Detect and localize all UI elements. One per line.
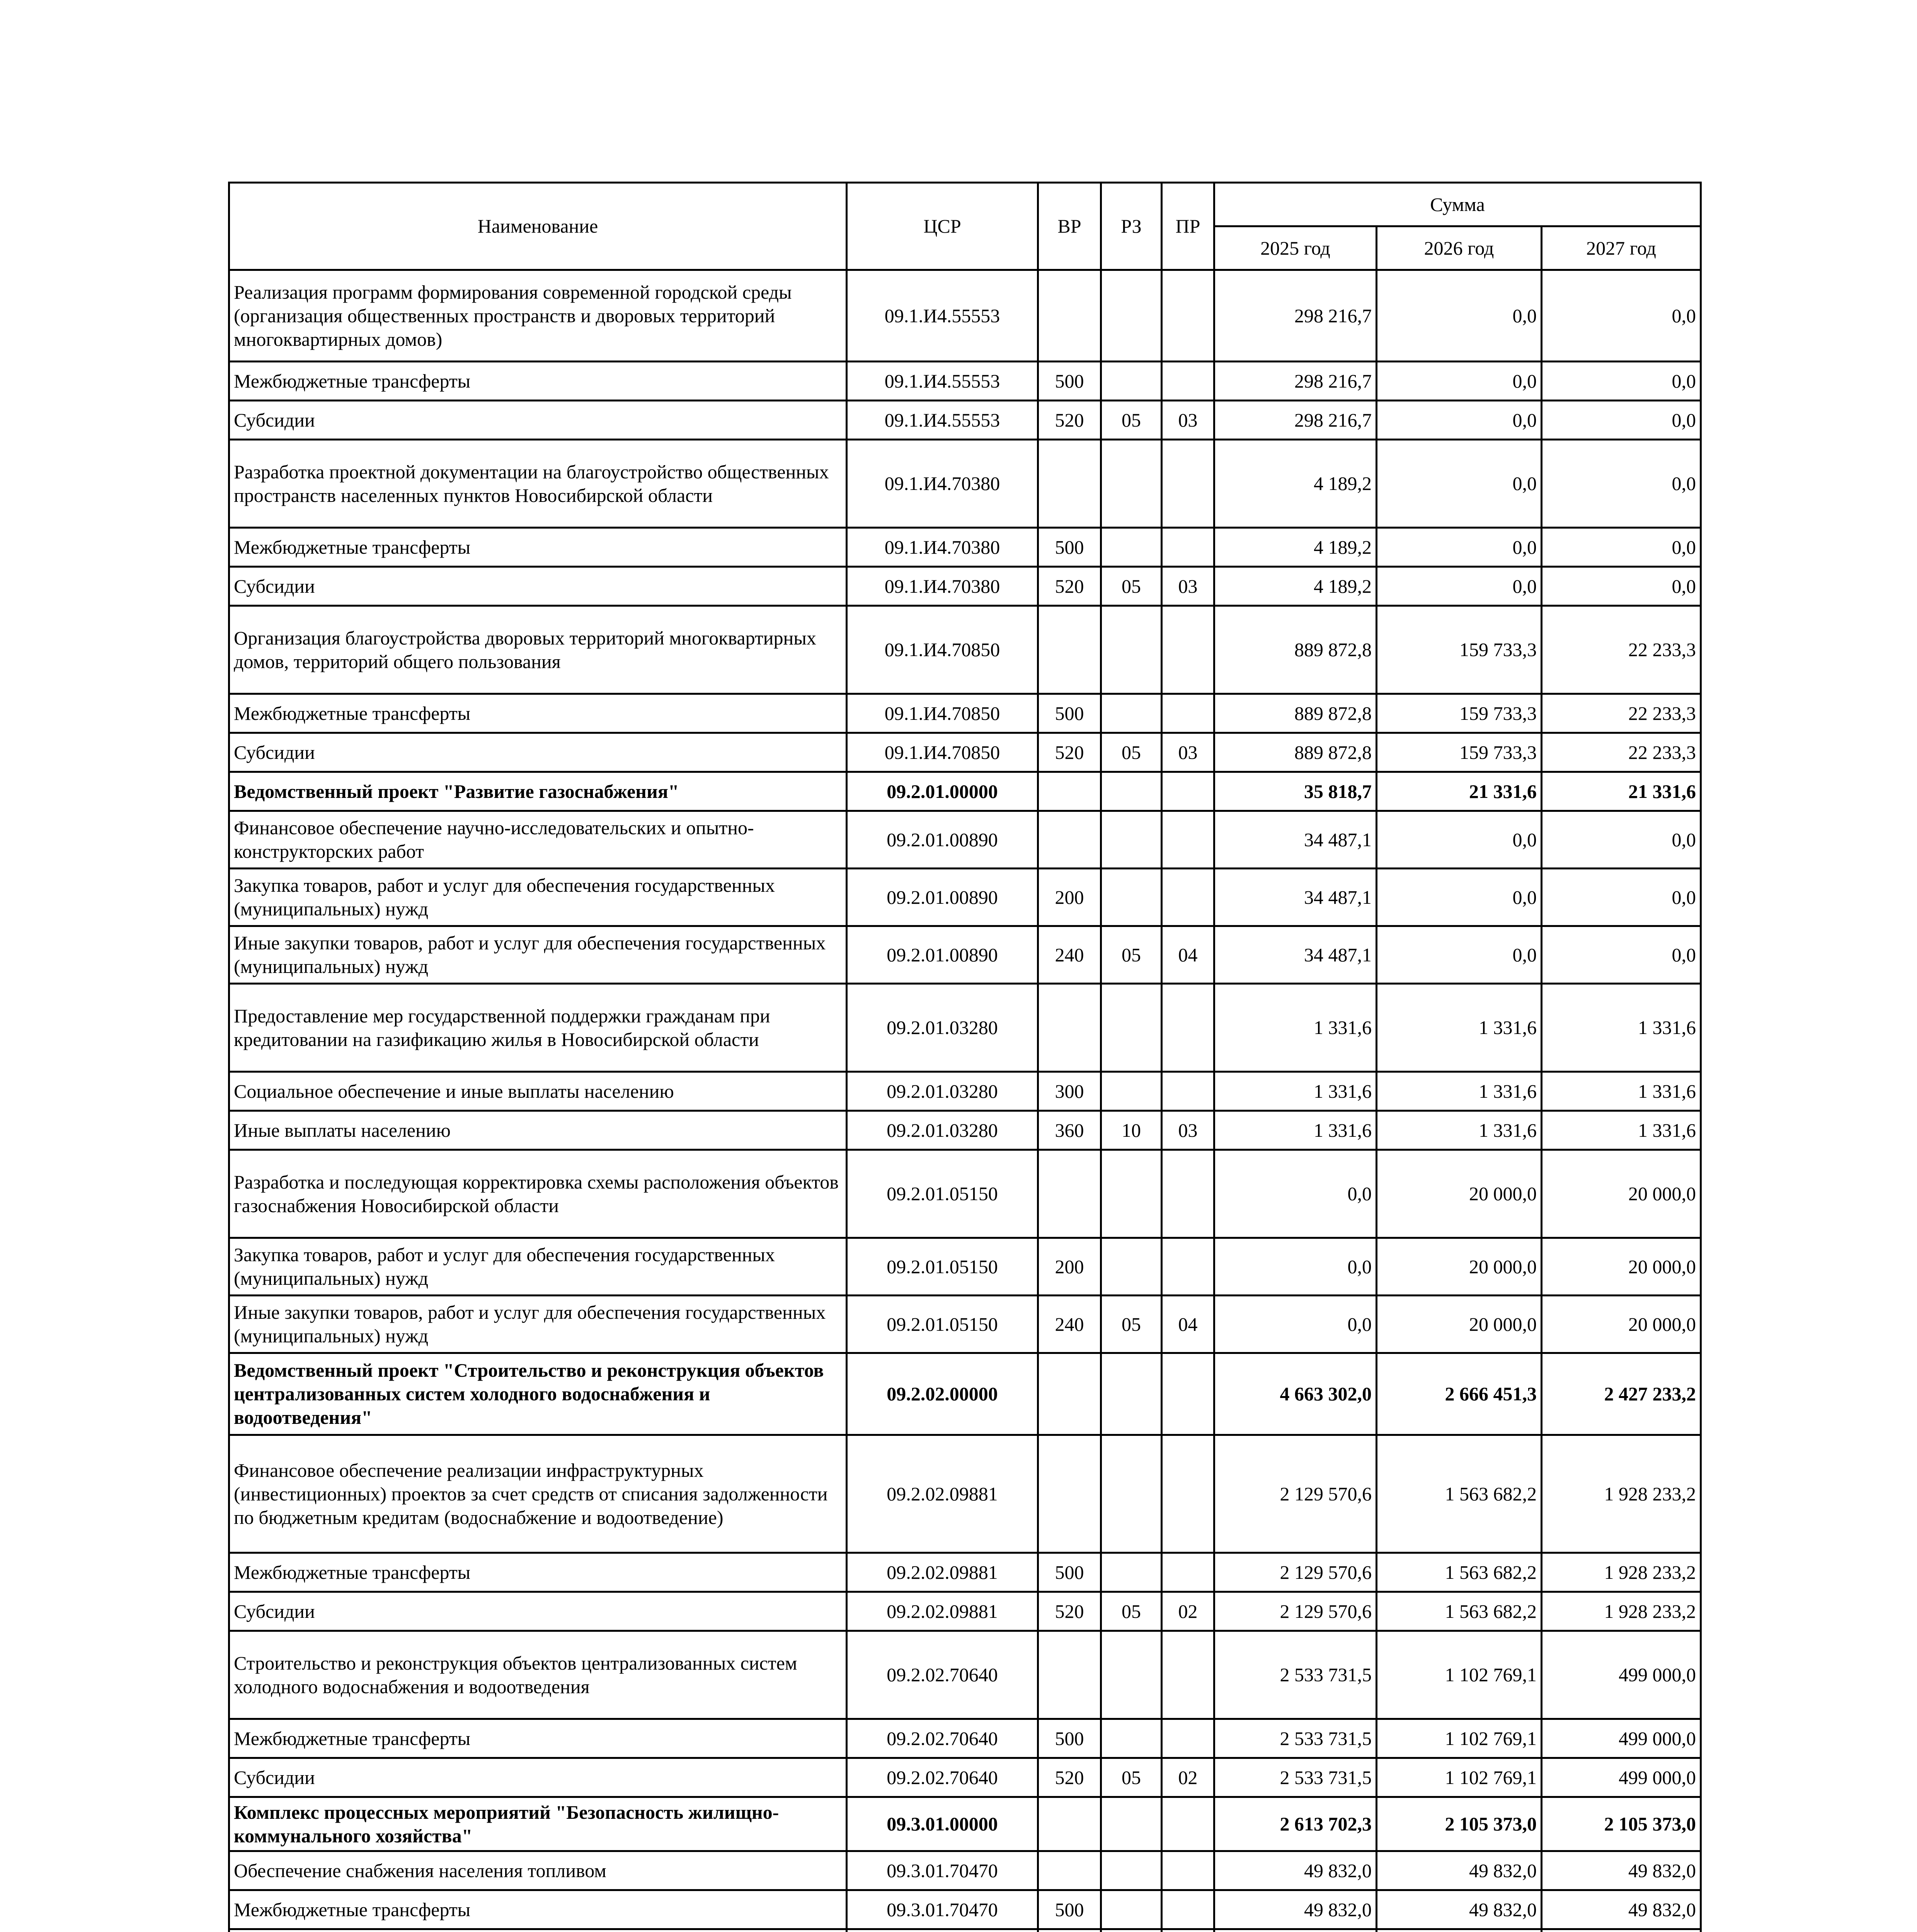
cell-name: Межбюджетные трансферты [229, 528, 847, 567]
cell-csr: 09.2.02.09881 [847, 1435, 1038, 1553]
cell-pr [1162, 1553, 1214, 1592]
cell-sum-2026: 1 102 769,1 [1377, 1719, 1542, 1758]
cell-csr: 09.2.02.09881 [847, 1592, 1038, 1631]
cell-sum-2025 [1214, 1929, 1377, 1932]
cell-rz [1101, 1435, 1162, 1553]
cell-csr: 09.2.01.03280 [847, 1072, 1038, 1111]
cell-pr: 02 [1162, 1758, 1214, 1797]
cell-sum-2027: 22 233,3 [1542, 606, 1701, 694]
header-sum: Сумма [1214, 183, 1701, 226]
cell-sum-2026: 159 733,3 [1377, 694, 1542, 733]
cell-sum-2027: 0,0 [1542, 362, 1701, 401]
cell-vr [1038, 984, 1101, 1072]
cell-rz [1101, 869, 1162, 926]
cell-pr [1162, 440, 1214, 528]
cell-sum-2026: 0,0 [1377, 270, 1542, 362]
cell-vr: 240 [1038, 926, 1101, 984]
cell-sum-2027: 0,0 [1542, 401, 1701, 440]
cell-name [229, 1929, 847, 1932]
cell-sum-2025: 2 129 570,6 [1214, 1435, 1377, 1553]
table-row [229, 1296, 1701, 1353]
table-row [229, 984, 1701, 1072]
cell-sum-2025: 49 832,0 [1214, 1890, 1377, 1929]
cell-sum-2025: 889 872,8 [1214, 606, 1377, 694]
cell-rz: 05 [1101, 926, 1162, 984]
cell-sum-2027: 22 233,3 [1542, 733, 1701, 772]
table-row [229, 1719, 1701, 1758]
cell-pr: 03 [1162, 567, 1214, 606]
table-row [229, 1890, 1701, 1929]
cell-pr [1162, 1851, 1214, 1890]
cell-sum-2026: 0,0 [1377, 811, 1542, 869]
cell-sum-2026: 1 102 769,1 [1377, 1631, 1542, 1719]
cell-pr [1162, 694, 1214, 733]
cell-name: Финансовое обеспечение научно-исследовательских и опытно-конструкторских работ [229, 811, 847, 869]
cell-csr: 09.2.02.70640 [847, 1631, 1038, 1719]
cell-sum-2027: 0,0 [1542, 869, 1701, 926]
table-row [229, 1631, 1701, 1719]
cell-name: Субсидии [229, 733, 847, 772]
cell-rz: 05 [1101, 733, 1162, 772]
cell-sum-2027: 1 928 233,2 [1542, 1435, 1701, 1553]
table-row [229, 270, 1701, 362]
header-year-2027: 2027 год [1542, 226, 1701, 270]
cell-rz [1101, 772, 1162, 811]
cell-sum-2027: 49 832,0 [1542, 1851, 1701, 1890]
cell-pr [1162, 270, 1214, 362]
table-row [229, 1929, 1701, 1932]
budget-table [228, 182, 1702, 1932]
cell-rz [1101, 362, 1162, 401]
cell-sum-2026: 1 331,6 [1377, 1072, 1542, 1111]
cell-rz [1101, 528, 1162, 567]
cell-vr: 500 [1038, 362, 1101, 401]
header-pr: ПР [1162, 183, 1214, 270]
cell-csr: 09.3.01.70470 [847, 1851, 1038, 1890]
cell-sum-2025: 889 872,8 [1214, 694, 1377, 733]
table-row [229, 1353, 1701, 1435]
cell-pr [1162, 1435, 1214, 1553]
table-row [229, 1150, 1701, 1238]
cell-sum-2027: 2 105 373,0 [1542, 1797, 1701, 1851]
cell-vr: 500 [1038, 694, 1101, 733]
cell-rz: 05 [1101, 401, 1162, 440]
cell-sum-2027: 1 928 233,2 [1542, 1592, 1701, 1631]
cell-vr [1038, 440, 1101, 528]
cell-csr: 09.1.И4.55553 [847, 401, 1038, 440]
cell-vr: 520 [1038, 401, 1101, 440]
cell-rz [1101, 1353, 1162, 1435]
cell-sum-2027: 0,0 [1542, 926, 1701, 984]
cell-csr: 09.3.01.70470 [847, 1890, 1038, 1929]
cell-sum-2025: 35 818,7 [1214, 772, 1377, 811]
cell-rz [1101, 1929, 1162, 1932]
cell-sum-2026: 0,0 [1377, 567, 1542, 606]
cell-rz [1101, 1150, 1162, 1238]
cell-sum-2025: 2 533 731,5 [1214, 1758, 1377, 1797]
cell-csr: 09.1.И4.70380 [847, 528, 1038, 567]
cell-sum-2026: 0,0 [1377, 926, 1542, 984]
cell-pr [1162, 1929, 1214, 1932]
cell-vr: 520 [1038, 567, 1101, 606]
cell-csr: 09.1.И4.55553 [847, 362, 1038, 401]
table-row [229, 567, 1701, 606]
cell-pr: 03 [1162, 733, 1214, 772]
table-body [229, 270, 1701, 1932]
cell-name: Субсидии [229, 567, 847, 606]
cell-csr: 09.3.01.00000 [847, 1797, 1038, 1851]
cell-csr: 09.2.01.00890 [847, 869, 1038, 926]
cell-name: Предоставление мер государственной поддержки гражданам при кредитовании на газификацию жилья в Новосибирской области [229, 984, 847, 1072]
cell-csr: 09.1.И4.70850 [847, 606, 1038, 694]
cell-vr: 200 [1038, 1238, 1101, 1296]
cell-csr [847, 1929, 1038, 1932]
cell-vr: 500 [1038, 1719, 1101, 1758]
cell-rz [1101, 440, 1162, 528]
cell-pr [1162, 1719, 1214, 1758]
cell-sum-2027: 20 000,0 [1542, 1238, 1701, 1296]
cell-pr: 03 [1162, 1111, 1214, 1150]
cell-sum-2026: 1 102 769,1 [1377, 1758, 1542, 1797]
cell-vr [1038, 1929, 1101, 1932]
cell-name: Строительство и реконструкция объектов централизованных систем холодного водоснабжения и водоотведения [229, 1631, 847, 1719]
cell-vr: 200 [1038, 869, 1101, 926]
cell-csr: 09.2.01.05150 [847, 1150, 1038, 1238]
cell-rz: 05 [1101, 1296, 1162, 1353]
cell-name: Закупка товаров, работ и услуг для обеспечения государственных (муниципальных) нужд [229, 1238, 847, 1296]
cell-sum-2026 [1377, 1929, 1542, 1932]
cell-csr: 09.2.01.03280 [847, 984, 1038, 1072]
cell-sum-2026: 1 563 682,2 [1377, 1553, 1542, 1592]
cell-pr: 04 [1162, 1296, 1214, 1353]
cell-sum-2027: 20 000,0 [1542, 1296, 1701, 1353]
cell-sum-2025: 0,0 [1214, 1238, 1377, 1296]
cell-pr [1162, 984, 1214, 1072]
cell-name: Субсидии [229, 401, 847, 440]
cell-sum-2026: 1 331,6 [1377, 1111, 1542, 1150]
cell-csr: 09.1.И4.70850 [847, 694, 1038, 733]
table-row [229, 1851, 1701, 1890]
cell-sum-2026: 0,0 [1377, 362, 1542, 401]
cell-csr: 09.2.02.09881 [847, 1553, 1038, 1592]
cell-sum-2025: 4 663 302,0 [1214, 1353, 1377, 1435]
cell-name: Межбюджетные трансферты [229, 1553, 847, 1592]
table-row [229, 401, 1701, 440]
cell-rz: 05 [1101, 1592, 1162, 1631]
cell-pr [1162, 1890, 1214, 1929]
cell-csr: 09.2.01.00000 [847, 772, 1038, 811]
cell-csr: 09.2.01.00890 [847, 811, 1038, 869]
cell-sum-2025: 1 331,6 [1214, 1111, 1377, 1150]
cell-sum-2026: 21 331,6 [1377, 772, 1542, 811]
cell-pr [1162, 528, 1214, 567]
cell-sum-2026: 1 563 682,2 [1377, 1435, 1542, 1553]
cell-csr: 09.1.И4.70380 [847, 567, 1038, 606]
cell-name: Разработка и последующая корректировка схемы расположения объектов газоснабжения Новосибирской области [229, 1150, 847, 1238]
cell-sum-2026: 159 733,3 [1377, 606, 1542, 694]
cell-name: Закупка товаров, работ и услуг для обеспечения государственных (муниципальных) нужд [229, 869, 847, 926]
cell-sum-2025: 4 189,2 [1214, 567, 1377, 606]
cell-sum-2027 [1542, 1929, 1701, 1932]
cell-sum-2027: 499 000,0 [1542, 1719, 1701, 1758]
cell-csr: 09.2.02.70640 [847, 1719, 1038, 1758]
cell-vr [1038, 1353, 1101, 1435]
cell-sum-2026: 1 331,6 [1377, 984, 1542, 1072]
cell-csr: 09.2.02.00000 [847, 1353, 1038, 1435]
header-vr: ВР [1038, 183, 1101, 270]
cell-name: Межбюджетные трансферты [229, 1719, 847, 1758]
cell-rz [1101, 1851, 1162, 1890]
cell-csr: 09.2.02.70640 [847, 1758, 1038, 1797]
header-csr: ЦСР [847, 183, 1038, 270]
cell-sum-2027: 499 000,0 [1542, 1758, 1701, 1797]
cell-name: Субсидии [229, 1592, 847, 1631]
cell-rz [1101, 1072, 1162, 1111]
cell-pr [1162, 772, 1214, 811]
cell-sum-2025: 889 872,8 [1214, 733, 1377, 772]
cell-name: Ведомственный проект "Развитие газоснабжения" [229, 772, 847, 811]
table-row [229, 811, 1701, 869]
cell-pr [1162, 811, 1214, 869]
cell-sum-2027: 0,0 [1542, 567, 1701, 606]
table-row [229, 926, 1701, 984]
cell-sum-2025: 34 487,1 [1214, 811, 1377, 869]
cell-vr [1038, 1797, 1101, 1851]
cell-sum-2026: 1 563 682,2 [1377, 1592, 1542, 1631]
cell-rz [1101, 1238, 1162, 1296]
cell-sum-2026: 0,0 [1377, 401, 1542, 440]
cell-sum-2027: 0,0 [1542, 440, 1701, 528]
cell-vr: 520 [1038, 1758, 1101, 1797]
cell-sum-2027: 1 928 233,2 [1542, 1553, 1701, 1592]
cell-pr [1162, 1631, 1214, 1719]
cell-sum-2027: 0,0 [1542, 811, 1701, 869]
cell-sum-2027: 2 427 233,2 [1542, 1353, 1701, 1435]
cell-rz: 05 [1101, 1758, 1162, 1797]
cell-sum-2025: 298 216,7 [1214, 362, 1377, 401]
table-row [229, 1797, 1701, 1851]
cell-vr: 520 [1038, 733, 1101, 772]
cell-name: Финансовое обеспечение реализации инфраструктурных (инвестиционных) проектов за счет средств от списания задолженности по бюджетным кредитам (водоснабжение и водоотведение) [229, 1435, 847, 1553]
cell-sum-2026: 2 105 373,0 [1377, 1797, 1542, 1851]
table-row [229, 1758, 1701, 1797]
cell-vr: 500 [1038, 1890, 1101, 1929]
table-row [229, 606, 1701, 694]
cell-sum-2027: 1 331,6 [1542, 1111, 1701, 1150]
cell-name: Социальное обеспечение и иные выплаты населению [229, 1072, 847, 1111]
cell-sum-2025: 2 533 731,5 [1214, 1631, 1377, 1719]
table-row [229, 1553, 1701, 1592]
table-header [229, 183, 1701, 270]
cell-pr [1162, 1072, 1214, 1111]
cell-pr [1162, 606, 1214, 694]
cell-vr [1038, 270, 1101, 362]
cell-sum-2027: 49 832,0 [1542, 1890, 1701, 1929]
cell-rz [1101, 694, 1162, 733]
cell-name: Реализация программ формирования современной городской среды (организация общественных пространств и дворовых территорий многоквартирных домов) [229, 270, 847, 362]
cell-sum-2027: 1 331,6 [1542, 1072, 1701, 1111]
cell-name: Иные закупки товаров, работ и услуг для обеспечения государственных (муниципальных) нужд [229, 1296, 847, 1353]
cell-name: Обеспечение снабжения населения топливом [229, 1851, 847, 1890]
cell-sum-2026: 0,0 [1377, 528, 1542, 567]
cell-pr: 02 [1162, 1592, 1214, 1631]
cell-sum-2027: 22 233,3 [1542, 694, 1701, 733]
cell-csr: 09.1.И4.70850 [847, 733, 1038, 772]
cell-sum-2027: 1 331,6 [1542, 984, 1701, 1072]
table-row [229, 1072, 1701, 1111]
cell-sum-2026: 20 000,0 [1377, 1238, 1542, 1296]
cell-rz [1101, 270, 1162, 362]
cell-rz: 10 [1101, 1111, 1162, 1150]
cell-vr: 500 [1038, 528, 1101, 567]
table-row [229, 1111, 1701, 1150]
cell-pr [1162, 362, 1214, 401]
cell-vr [1038, 606, 1101, 694]
cell-sum-2026: 159 733,3 [1377, 733, 1542, 772]
header-year-2026: 2026 год [1377, 226, 1542, 270]
cell-sum-2025: 298 216,7 [1214, 270, 1377, 362]
cell-sum-2026: 0,0 [1377, 869, 1542, 926]
cell-sum-2025: 34 487,1 [1214, 926, 1377, 984]
table-row [229, 362, 1701, 401]
header-rz: РЗ [1101, 183, 1162, 270]
cell-sum-2026: 0,0 [1377, 440, 1542, 528]
cell-sum-2027: 499 000,0 [1542, 1631, 1701, 1719]
cell-sum-2026: 49 832,0 [1377, 1890, 1542, 1929]
cell-name: Межбюджетные трансферты [229, 694, 847, 733]
cell-sum-2025: 1 331,6 [1214, 1072, 1377, 1111]
cell-rz [1101, 1719, 1162, 1758]
cell-pr: 03 [1162, 401, 1214, 440]
cell-sum-2025: 0,0 [1214, 1150, 1377, 1238]
cell-vr: 300 [1038, 1072, 1101, 1111]
cell-vr [1038, 1631, 1101, 1719]
cell-sum-2027: 20 000,0 [1542, 1150, 1701, 1238]
cell-pr: 04 [1162, 926, 1214, 984]
table-row [229, 1238, 1701, 1296]
cell-pr [1162, 1238, 1214, 1296]
cell-vr: 500 [1038, 1553, 1101, 1592]
cell-name: Межбюджетные трансферты [229, 1890, 847, 1929]
cell-rz [1101, 984, 1162, 1072]
cell-sum-2027: 21 331,6 [1542, 772, 1701, 811]
header-year-2025: 2025 год [1214, 226, 1377, 270]
cell-csr: 09.2.01.05150 [847, 1296, 1038, 1353]
cell-name: Организация благоустройства дворовых территорий многоквартирных домов, территорий общего пользования [229, 606, 847, 694]
table-row [229, 1592, 1701, 1631]
cell-name: Межбюджетные трансферты [229, 362, 847, 401]
cell-sum-2026: 2 666 451,3 [1377, 1353, 1542, 1435]
cell-sum-2025: 4 189,2 [1214, 440, 1377, 528]
cell-rz [1101, 1797, 1162, 1851]
cell-sum-2025: 34 487,1 [1214, 869, 1377, 926]
cell-csr: 09.1.И4.55553 [847, 270, 1038, 362]
cell-sum-2026: 49 832,0 [1377, 1851, 1542, 1890]
cell-csr: 09.2.01.05150 [847, 1238, 1038, 1296]
cell-sum-2027: 0,0 [1542, 528, 1701, 567]
table-row [229, 528, 1701, 567]
cell-sum-2026: 20 000,0 [1377, 1150, 1542, 1238]
cell-rz [1101, 811, 1162, 869]
cell-vr: 240 [1038, 1296, 1101, 1353]
header-name: Наименование [229, 183, 847, 270]
table-row [229, 694, 1701, 733]
cell-rz [1101, 606, 1162, 694]
cell-name: Ведомственный проект "Строительство и реконструкция объектов централизованных систем холодного водоснабжения и водоотведения" [229, 1353, 847, 1435]
cell-name: Разработка проектной документации на благоустройство общественных пространств населенных пунктов Новосибирской области [229, 440, 847, 528]
cell-name: Иные закупки товаров, работ и услуг для обеспечения государственных (муниципальных) нужд [229, 926, 847, 984]
cell-csr: 09.2.01.00890 [847, 926, 1038, 984]
cell-pr [1162, 1150, 1214, 1238]
cell-csr: 09.1.И4.70380 [847, 440, 1038, 528]
table-row [229, 772, 1701, 811]
cell-vr [1038, 1150, 1101, 1238]
cell-name: Комплекс процессных мероприятий "Безопасность жилищно-коммунального хозяйства" [229, 1797, 847, 1851]
cell-vr [1038, 772, 1101, 811]
cell-rz [1101, 1890, 1162, 1929]
cell-pr [1162, 1353, 1214, 1435]
cell-sum-2025: 2 613 702,3 [1214, 1797, 1377, 1851]
table-row [229, 733, 1701, 772]
cell-sum-2025: 298 216,7 [1214, 401, 1377, 440]
cell-name: Иные выплаты населению [229, 1111, 847, 1150]
cell-pr [1162, 1797, 1214, 1851]
cell-rz: 05 [1101, 567, 1162, 606]
cell-sum-2025: 49 832,0 [1214, 1851, 1377, 1890]
cell-vr [1038, 811, 1101, 869]
cell-sum-2025: 0,0 [1214, 1296, 1377, 1353]
cell-sum-2025: 1 331,6 [1214, 984, 1377, 1072]
cell-vr [1038, 1435, 1101, 1553]
cell-sum-2026: 20 000,0 [1377, 1296, 1542, 1353]
cell-sum-2025: 4 189,2 [1214, 528, 1377, 567]
cell-vr: 360 [1038, 1111, 1101, 1150]
cell-name: Субсидии [229, 1758, 847, 1797]
cell-sum-2025: 2 129 570,6 [1214, 1553, 1377, 1592]
cell-vr [1038, 1851, 1101, 1890]
table-row [229, 440, 1701, 528]
table-row [229, 869, 1701, 926]
cell-vr: 520 [1038, 1592, 1101, 1631]
cell-csr: 09.2.01.03280 [847, 1111, 1038, 1150]
cell-sum-2025: 2 129 570,6 [1214, 1592, 1377, 1631]
cell-rz [1101, 1553, 1162, 1592]
cell-sum-2027: 0,0 [1542, 270, 1701, 362]
cell-sum-2025: 2 533 731,5 [1214, 1719, 1377, 1758]
cell-pr [1162, 869, 1214, 926]
table-row [229, 1435, 1701, 1553]
cell-rz [1101, 1631, 1162, 1719]
